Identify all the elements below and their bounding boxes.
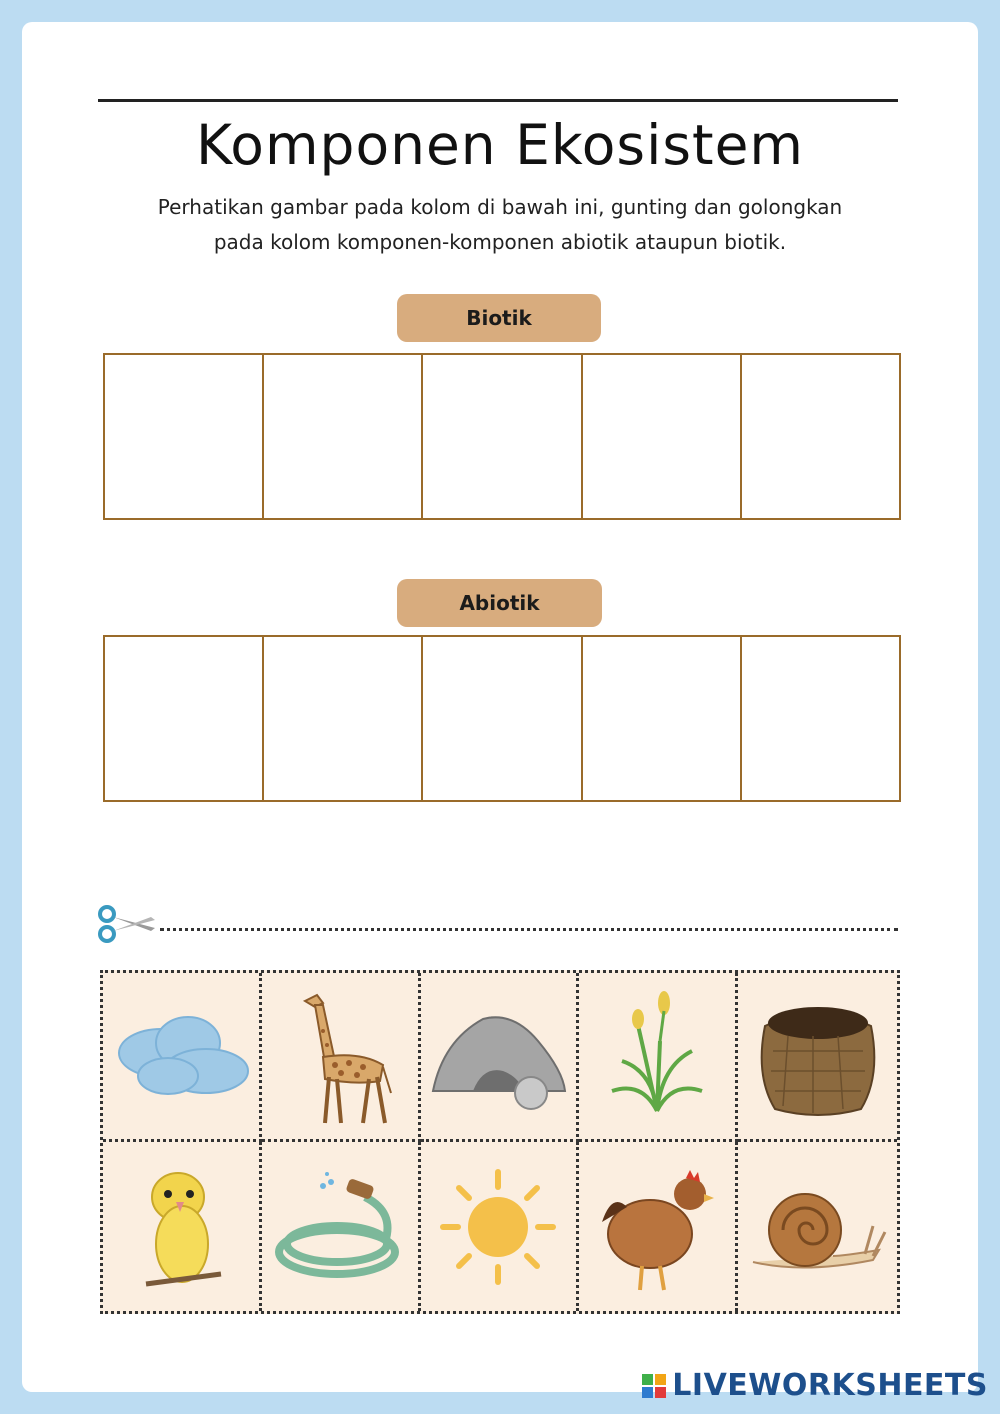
water-hose-icon (265, 1152, 415, 1302)
biotik-drop-box-3[interactable] (423, 355, 582, 518)
sun-icon (423, 1152, 573, 1302)
biotik-drop-box-5[interactable] (742, 355, 899, 518)
card-snail[interactable] (738, 1142, 897, 1311)
card-soil-sack[interactable] (738, 973, 897, 1142)
soil-sack-icon (743, 981, 893, 1131)
title-rule (98, 99, 898, 102)
picture-cards-grid (100, 970, 900, 1314)
abiotik-drop-box-4[interactable] (583, 637, 742, 800)
scissors-icon (97, 904, 159, 944)
instruction-line-1: Perhatikan gambar pada kolom di bawah ini, gunting dan golongkan (157, 195, 843, 219)
card-hen[interactable] (579, 1142, 738, 1311)
instruction-line-2: pada kolom komponen-komponen abiotik ataupun biotik. (213, 230, 787, 254)
hen-icon (582, 1152, 732, 1302)
biotik-label: Biotik (397, 294, 601, 342)
card-grass-plant[interactable] (579, 973, 738, 1142)
abiotik-drop-box-1[interactable] (105, 637, 264, 800)
yellow-bird-icon (106, 1152, 256, 1302)
rock-icon (423, 981, 573, 1131)
abiotik-drop-box-5[interactable] (742, 637, 899, 800)
abiotik-drop-box-3[interactable] (423, 637, 582, 800)
liveworksheets-logo (642, 1368, 988, 1403)
biotik-drop-row (103, 353, 901, 520)
card-cloud[interactable] (103, 973, 262, 1142)
brand-name: LIVEWORKSHEETS (672, 1368, 988, 1403)
card-yellow-bird[interactable] (103, 1142, 262, 1311)
abiotik-drop-box-2[interactable] (264, 637, 423, 800)
card-water-hose[interactable] (262, 1142, 421, 1311)
biotik-drop-box-2[interactable] (264, 355, 423, 518)
giraffe-icon (265, 981, 415, 1131)
abiotik-drop-row (103, 635, 901, 802)
card-rock[interactable] (421, 973, 580, 1142)
brand-logo-icon (642, 1374, 666, 1398)
snail-icon (743, 1152, 893, 1302)
biotik-drop-box-4[interactable] (583, 355, 742, 518)
card-giraffe[interactable] (262, 973, 421, 1142)
biotik-drop-box-1[interactable] (105, 355, 264, 518)
cut-line (160, 928, 898, 931)
abiotik-label: Abiotik (397, 579, 602, 627)
card-sun[interactable] (421, 1142, 580, 1311)
grass-plant-icon (582, 981, 732, 1131)
cloud-icon (106, 981, 256, 1131)
page-title: Komponen Ekosistem (195, 113, 804, 177)
